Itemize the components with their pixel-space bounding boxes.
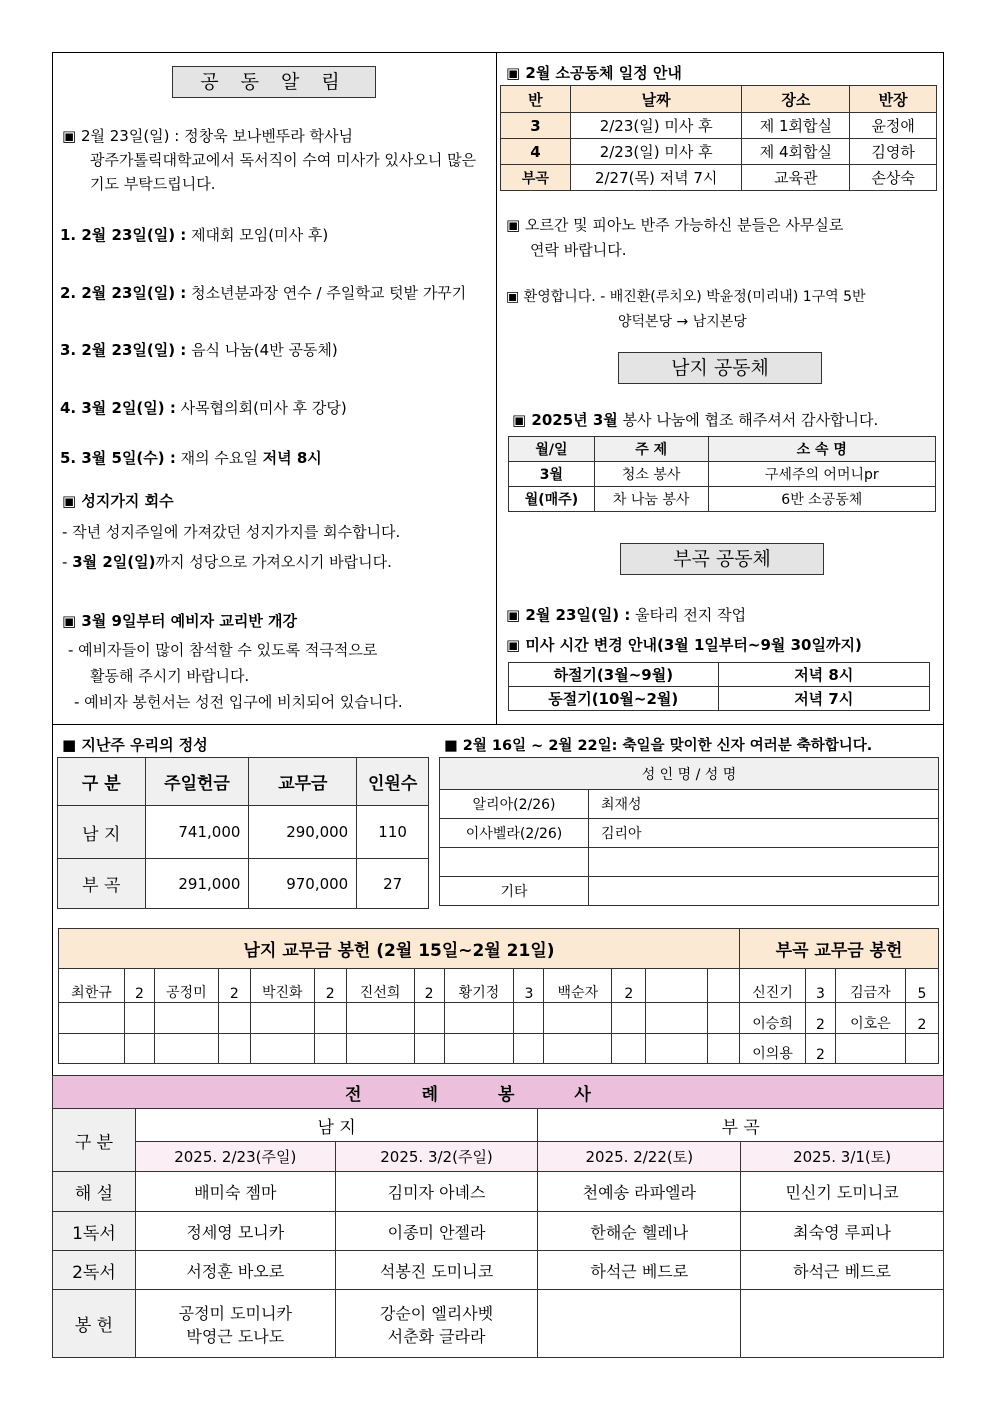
dues-name: 이호은 (836, 1003, 906, 1034)
mass-time-cell: 저녁 7시 (718, 687, 929, 711)
schedule-cell: 손상숙 (850, 165, 937, 191)
dues-count (708, 1003, 740, 1034)
notice-item-4: 4. 3월 2일(일) : 사목협의회(미사 후 강당) (60, 399, 347, 417)
notice-item-2: 2. 2월 23일(일) : 청소년분과장 연수 / 주일학교 텃밭 가꾸기 (60, 284, 467, 302)
liturgy-cell: 서정훈 바오로 (135, 1251, 335, 1290)
dues-count (514, 1003, 544, 1034)
dues-name: 이승희 (740, 1003, 806, 1034)
dues-name: 박진화 (250, 969, 314, 1003)
dues-count (414, 1003, 444, 1034)
dues-count (218, 1003, 250, 1034)
dues-count: 2 (905, 1003, 938, 1034)
schedule-cell: 4 (501, 139, 571, 165)
offering-header: 주일헌금 (145, 758, 249, 806)
dues-count (124, 1003, 154, 1034)
welcome-line1: ▣ 환영합니다. - 배진환(루치오) 박윤정(미리내) 1구역 5반 (506, 289, 866, 305)
dues-name: 신진기 (740, 969, 806, 1003)
thanks-line: ▣ 2025년 3월 봉사 나눔에 협조 해주셔서 감사합니다. (512, 411, 879, 429)
liturgy-date: 2025. 2/23(주일) (135, 1142, 335, 1172)
offering-cell: 291,000 (145, 859, 249, 909)
schedule-table (500, 85, 937, 191)
mass-time-cell: 하절기(3월~9월) (509, 663, 719, 687)
schedule-cell: 2/23(일) 미사 후 (570, 113, 742, 139)
schedule-cell: 윤정애 (850, 113, 937, 139)
liturgy-cell: 석봉진 도미니코 (335, 1251, 538, 1290)
dues-count (218, 1034, 250, 1064)
offering-cell: 110 (357, 806, 429, 859)
bugok-item: ▣ 2월 23일(일) : 울타리 전지 작업 (506, 606, 747, 624)
feast-cell: 김리아 (589, 819, 939, 848)
dues-bugok-title: 부곡 교무금 봉헌 (740, 929, 939, 969)
schedule-header: 반장 (850, 86, 937, 113)
liturgy-label-head: 구 분 (53, 1109, 136, 1172)
dues-name (544, 1003, 612, 1034)
dues-count: 3 (514, 969, 544, 1003)
dues-name: 이의용 (740, 1034, 806, 1064)
notice-item-3: 3. 2월 23일(일) : 음식 나눔(4반 공동체) (60, 341, 338, 359)
service-header: 주 제 (594, 437, 708, 462)
dues-count: 2 (806, 1034, 836, 1064)
organ-line2: 연락 바랍니다. (530, 241, 627, 259)
dues-count (708, 969, 740, 1003)
liturgy-row-label: 해 설 (53, 1172, 136, 1212)
namji-title: 남지 공동체 (618, 352, 822, 384)
liturgy-row-label: 1독서 (53, 1212, 136, 1251)
service-cell: 6반 소공동체 (708, 487, 935, 512)
dues-count (414, 1034, 444, 1064)
dues-count: 2 (314, 969, 346, 1003)
offering-title: ■ 지난주 우리의 정성 (62, 736, 208, 754)
offering-header: 인원수 (357, 758, 429, 806)
dues-count: 2 (612, 969, 646, 1003)
section-divider (52, 724, 944, 725)
dues-name: 황기정 (444, 969, 514, 1003)
schedule-header: 장소 (742, 86, 850, 113)
feast-cell (589, 877, 939, 906)
dues-name: 공정미 (154, 969, 218, 1003)
dues-name (836, 1034, 906, 1064)
notice-head: ▣ 2월 23일(일) : 정창욱 보나벤뚜라 학사님 (62, 127, 354, 145)
dues-count (314, 1034, 346, 1064)
dues-name: 백순자 (544, 969, 612, 1003)
dues-name (346, 1034, 414, 1064)
dues-count (124, 1034, 154, 1064)
dues-namji-title: 남지 교무금 봉헌 (2월 15일~2월 21일) (59, 929, 740, 969)
dues-name (444, 1034, 514, 1064)
organ-line1: ▣ 오르간 및 피아노 반주 가능하신 분들은 사무실로 (506, 216, 844, 234)
liturgy-cell: 하석근 베드로 (538, 1251, 741, 1290)
dues-count (708, 1034, 740, 1064)
dues-name (154, 1034, 218, 1064)
dues-name (646, 969, 708, 1003)
catechumen-line1: - 예비자들이 많이 참석할 수 있도록 적극적으로 (68, 641, 378, 659)
mass-time-cell: 저녁 8시 (718, 663, 929, 687)
bugok-title: 부곡 공동체 (620, 543, 824, 575)
liturgy-row-label: 봉 헌 (53, 1290, 136, 1358)
dues-name (250, 1003, 314, 1034)
dues-name (346, 1003, 414, 1034)
schedule-header: 반 (501, 86, 571, 113)
feast-cell: 최재성 (589, 790, 939, 819)
palm-head: ▣ 성지가지 회수 (62, 492, 174, 510)
schedule-cell: 3 (501, 113, 571, 139)
liturgy-cell: 민신기 도미니코 (741, 1172, 944, 1212)
liturgy-offer-cell (741, 1290, 944, 1358)
mass-time-table (508, 662, 930, 711)
notice-title: 공 동 알 림 (172, 66, 376, 98)
feast-cell: 이사벨라(2/26) (440, 819, 589, 848)
dues-name (544, 1034, 612, 1064)
liturgy-table (52, 1075, 944, 1358)
schedule-header: 날짜 (570, 86, 742, 113)
offering-header: 교무금 (249, 758, 357, 806)
schedule-cell: 2/23(일) 미사 후 (570, 139, 742, 165)
dues-name (250, 1034, 314, 1064)
schedule-cell: 김영하 (850, 139, 937, 165)
offering-cell: 290,000 (249, 806, 357, 859)
offering-table (57, 757, 429, 909)
liturgy-date: 2025. 3/1(토) (741, 1142, 944, 1172)
service-header: 월/일 (509, 437, 595, 462)
column-divider (496, 52, 497, 725)
dues-table (58, 928, 939, 1064)
catechumen-head: ▣ 3월 9일부터 예비자 교리반 개강 (62, 612, 298, 630)
service-cell: 청소 봉사 (594, 462, 708, 487)
offering-cell: 741,000 (145, 806, 249, 859)
dues-count (612, 1003, 646, 1034)
liturgy-date: 2025. 2/22(토) (538, 1142, 741, 1172)
liturgy-namji-head: 남 지 (135, 1109, 538, 1142)
dues-name (59, 1034, 125, 1064)
liturgy-title: 전례봉사 (53, 1076, 944, 1109)
feast-cell (440, 848, 589, 877)
feast-table (439, 757, 939, 906)
mass-time-cell: 동절기(10월~2월) (509, 687, 719, 711)
service-cell: 월(매주) (509, 487, 595, 512)
service-header: 소 속 명 (708, 437, 935, 462)
dues-count (905, 1034, 938, 1064)
service-table (508, 436, 936, 512)
schedule-cell: 부곡 (501, 165, 571, 191)
dues-count (514, 1034, 544, 1064)
catechumen-line3: - 예비자 봉헌서는 성전 입구에 비치되어 있습니다. (74, 693, 403, 711)
liturgy-offer-cell: 공정미 도미니카 박영근 도나도 (135, 1290, 335, 1358)
schedule-cell: 제 1회합실 (742, 113, 850, 139)
dues-count: 3 (806, 969, 836, 1003)
service-cell: 구세주의 어머니pr (708, 462, 935, 487)
liturgy-date: 2025. 3/2(주일) (335, 1142, 538, 1172)
feast-cell: 알리아(2/26) (440, 790, 589, 819)
dues-name: 최한규 (59, 969, 125, 1003)
dues-name (646, 1003, 708, 1034)
dues-name (59, 1003, 125, 1034)
feast-cell: 기타 (440, 877, 589, 906)
liturgy-cell: 한해순 헬레나 (538, 1212, 741, 1251)
feast-cell (589, 848, 939, 877)
liturgy-cell: 김미자 아녜스 (335, 1172, 538, 1212)
dues-name: 김금자 (836, 969, 906, 1003)
notice-line2: 광주가톨릭대학교에서 독서직이 수여 미사가 있사오니 많은 (90, 151, 477, 169)
liturgy-cell: 이종미 안젤라 (335, 1212, 538, 1251)
schedule-cell: 제 4회합실 (742, 139, 850, 165)
service-cell: 3월 (509, 462, 595, 487)
offering-header: 구 분 (58, 758, 146, 806)
notice-item-1: 1. 2월 23일(일) : 제대회 모임(미사 후) (60, 226, 329, 244)
feast-title: ■ 2월 16일 ~ 2월 22일: 축일을 맞이한 신자 여러분 축하합니다. (444, 738, 873, 754)
notice-line3: 기도 부탁드립니다. (90, 175, 216, 193)
service-cell: 차 나눔 봉사 (594, 487, 708, 512)
dues-count: 2 (218, 969, 250, 1003)
dues-name (646, 1034, 708, 1064)
schedule-cell: 2/27(목) 저녁 7시 (570, 165, 742, 191)
palm-line2: - 3월 2일(일)까지 성당으로 가져오시기 바랍니다. (62, 553, 392, 571)
liturgy-cell: 배미숙 젬마 (135, 1172, 335, 1212)
liturgy-offer-cell: 강순이 엘리사벳 서춘화 글라라 (335, 1290, 538, 1358)
catechumen-line2: 활동해 주시기 바랍니다. (90, 667, 250, 685)
dues-count (314, 1003, 346, 1034)
schedule-cell: 교육관 (742, 165, 850, 191)
feast-header: 성 인 명 / 성 명 (440, 758, 939, 790)
offering-row-label: 남 지 (58, 806, 146, 859)
welcome-line2: 양덕본당 → 남지본당 (618, 314, 747, 330)
dues-count: 2 (414, 969, 444, 1003)
dues-count: 2 (806, 1003, 836, 1034)
offering-cell: 27 (357, 859, 429, 909)
dues-name (444, 1003, 514, 1034)
dues-count (612, 1034, 646, 1064)
palm-line1: - 작년 성지주일에 가져갔던 성지가지를 회수합니다. (62, 523, 401, 541)
liturgy-cell: 천예송 라파엘라 (538, 1172, 741, 1212)
mass-time-head: ▣ 미사 시간 변경 안내(3월 1일부터~9월 30일까지) (506, 636, 862, 654)
liturgy-cell: 최숙영 루피나 (741, 1212, 944, 1251)
dues-name: 진선희 (346, 969, 414, 1003)
dues-name (154, 1003, 218, 1034)
offering-row-label: 부 곡 (58, 859, 146, 909)
liturgy-offer-cell (538, 1290, 741, 1358)
notice-item-5: 5. 3월 5일(수) : 재의 수요일 저녁 8시 (60, 449, 322, 467)
offering-cell: 970,000 (249, 859, 357, 909)
schedule-title: ▣ 2월 소공동체 일정 안내 (506, 64, 682, 82)
liturgy-cell: 하석근 베드로 (741, 1251, 944, 1290)
dues-count: 2 (124, 969, 154, 1003)
liturgy-bugok-head: 부 곡 (538, 1109, 944, 1142)
liturgy-row-label: 2독서 (53, 1251, 136, 1290)
dues-count: 5 (905, 969, 938, 1003)
liturgy-cell: 정세영 모니카 (135, 1212, 335, 1251)
